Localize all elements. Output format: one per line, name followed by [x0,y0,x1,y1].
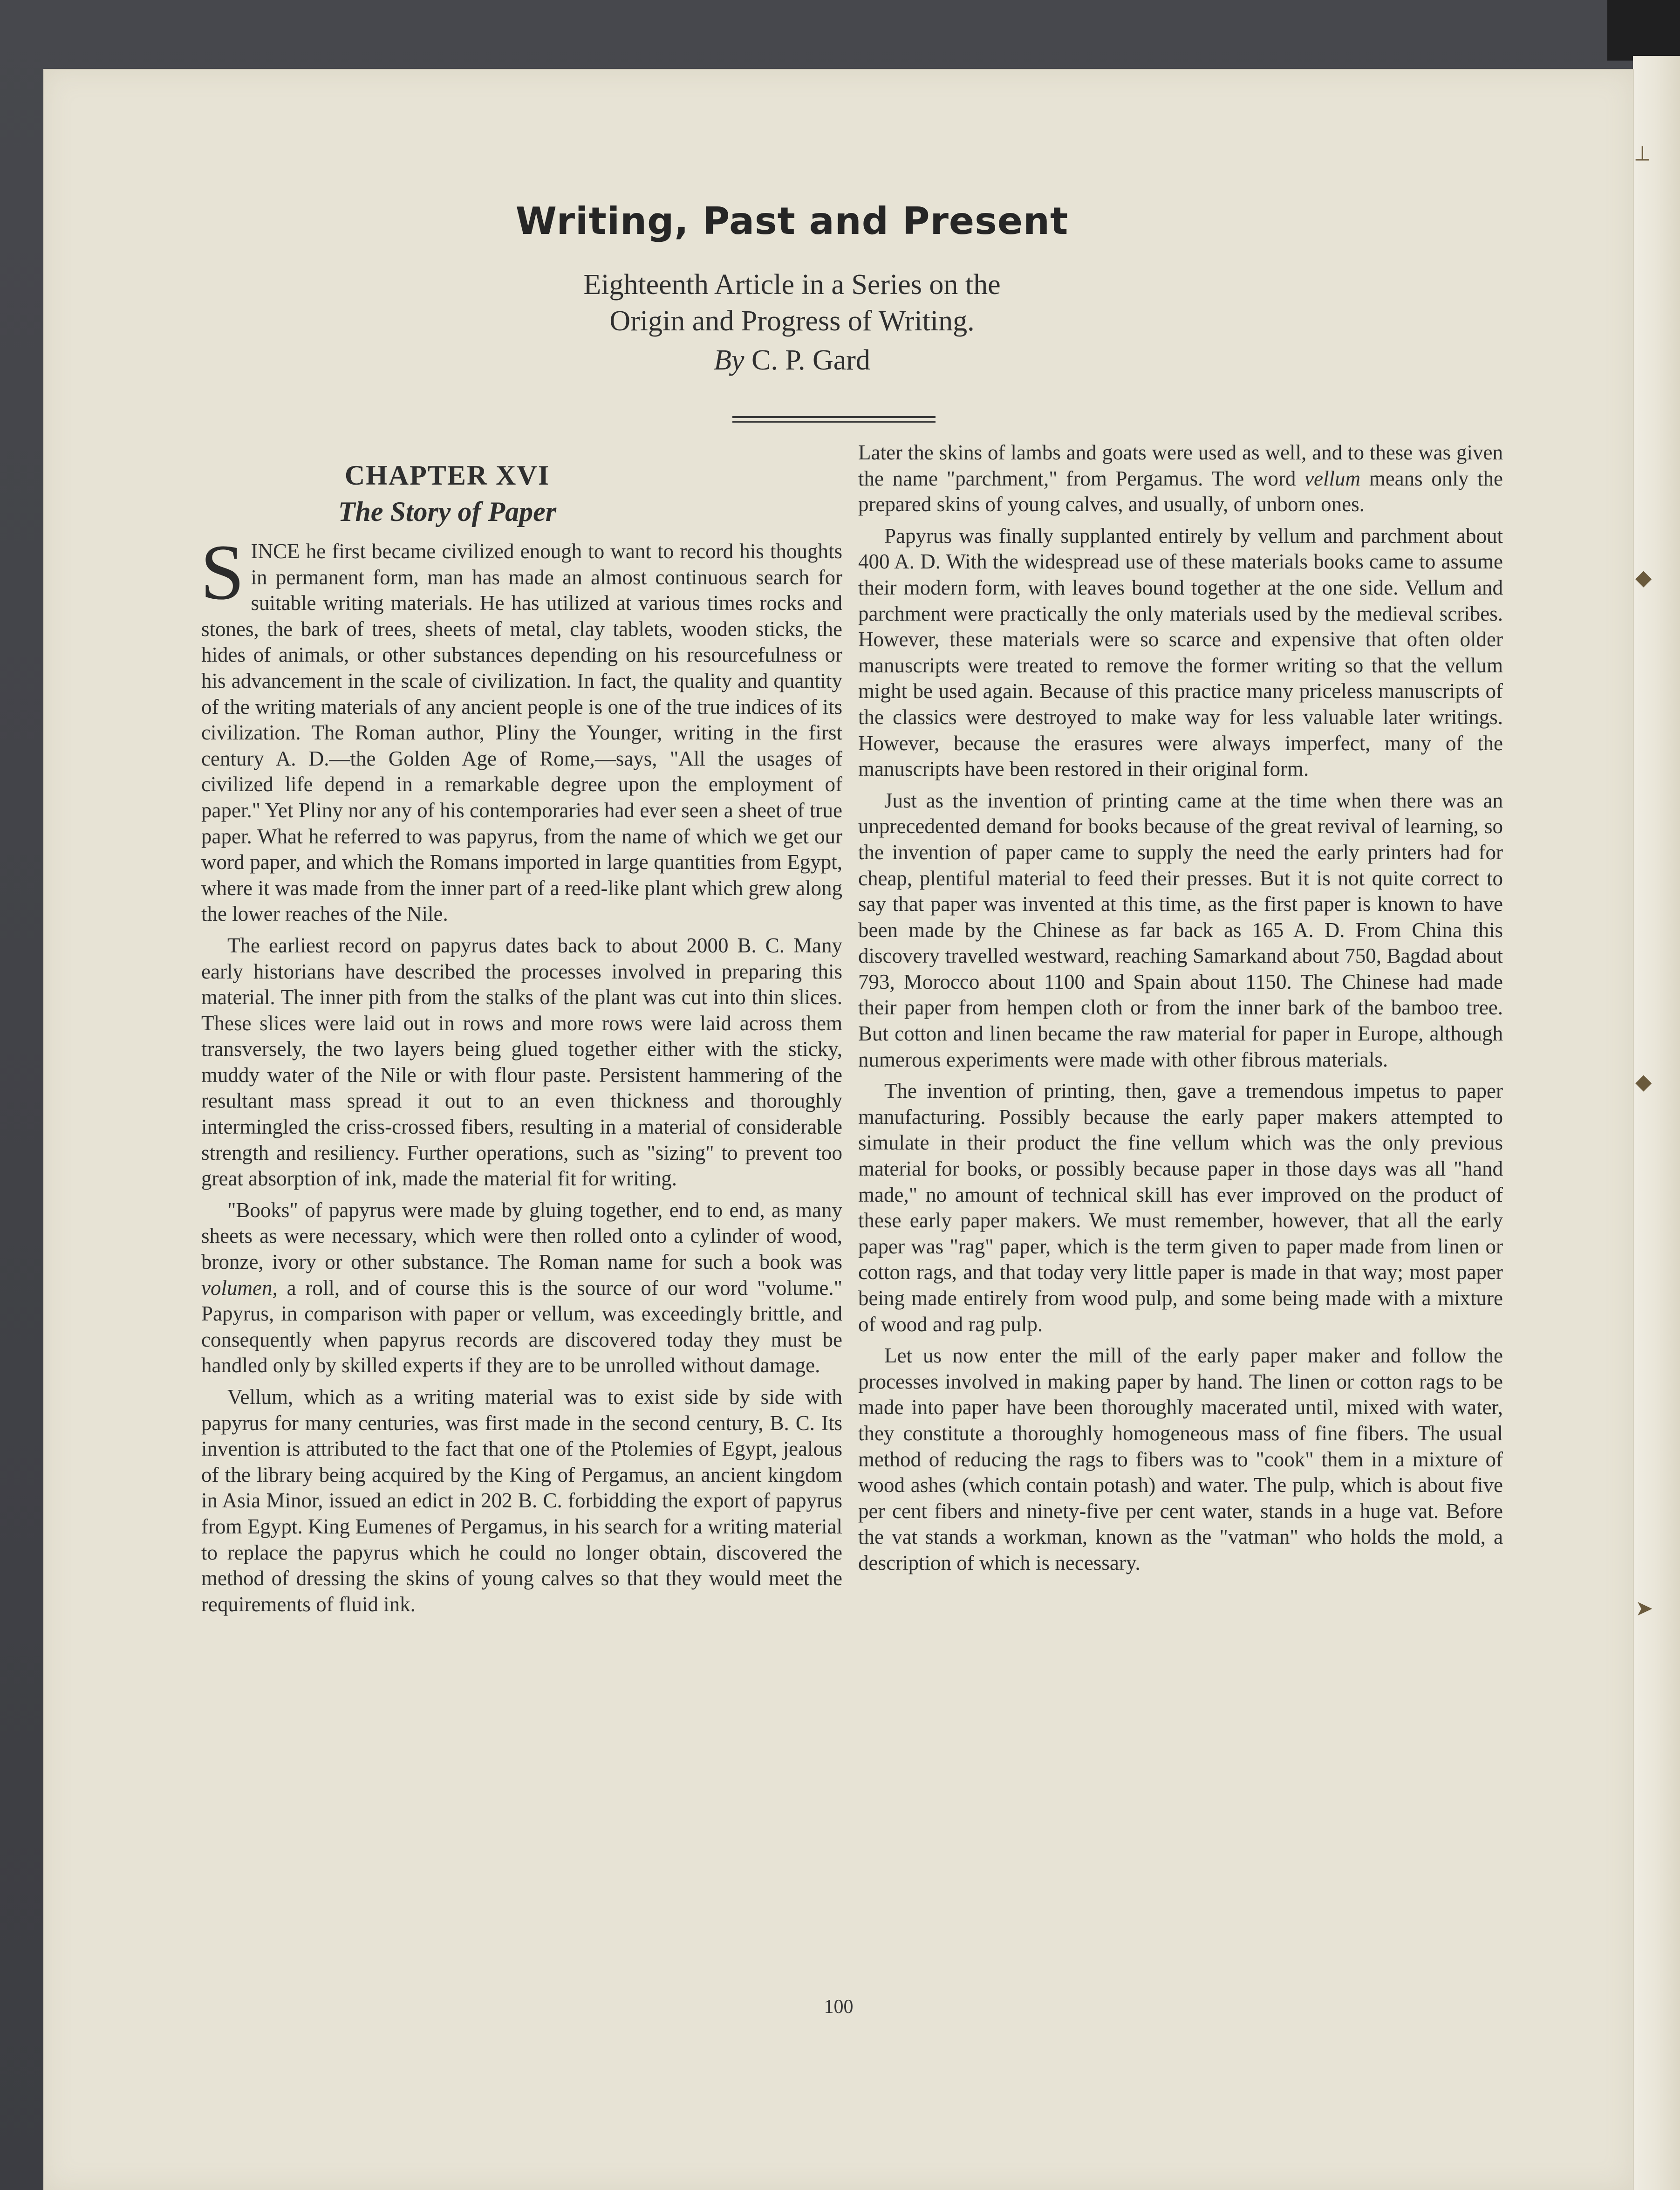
paragraph: Vellum, which as a writing material was to exist side by side with papyrus for many centuries, was first made in the second century, B. C. Its invention is attributed to the fact that one of the Ptolemies of Egypt, jealous of the library being acquired by the King of Pergamus, an ancient kingdom in Asia Minor, issued an edict in 202 B. C. forbidding the export of papyrus from Egypt. King Eumenes of Pergamus, in his search for a writing material to replace the papyrus which he could no longer obtain, discovered the method of dressing the skins of young calves so that they would meet the requirements of fluid ink. [201,1385,842,1616]
paragraph: The earliest record on papyrus dates back to about 2000 B. C. Many early historians have described the processes involved in preparing this material. The inner pith from the stalks of the plant was cut into thin slices. These slices were laid out in rows and more rows were laid across them transversely, the two layers being glued together either with the sticky, muddy water of the Nile or with flour paste. Persistent hammering of the resultant mass spread it out to an even thickness and thoroughly intermingled the criss-crossed fibers, resulting in a material of considerable strength and resiliency. Further operations, such as "sizing" to prevent too great absorption of ink, made the material fit for writing. [201,933,842,1191]
chapter-subtitle: The Story of Paper [338,496,557,527]
page-edge [1633,56,1680,2190]
divider-rule [732,421,936,423]
drop-cap: S [200,528,245,616]
paragraph: Let us now enter the mill of the early paper maker and follow the processes involved in making paper by hand. The linen or cotton rags to be made into paper have been thoroughly macerated until, mixed with water, they constitute a thoroughly homogeneous mass of fine fibers. The usual method of reducing the rags to fibers was to "cook" them in a mixture of wood ashes (which contain potash) and water. The pulp, which is about five per cent fibers and ninety-five per cent water, stands in a huge vat. Before the vat stands a workman, known as the "vatman" who holds the mold, a description of which is necessary. [858,1344,1503,1574]
edge-mark: ⟂ [1635,141,1650,166]
paragraph: Papyrus was finally supplanted entirely by vellum and parchment about 400 A. D. With the widespread use of these materials books came to assume their modern form, with leaves bound together at the one side. Vellum and parchment were practically the only materials used by the medieval scribes. However, these materials were so scarce and expensive that often older manuscripts were treated to remove the former writing so that the vellum might be used again. Because of this practice many priceless manuscripts of the classics were destroyed to make way for less valuable later writings. However, because the erasures were always imperfect, many of the manuscripts have been restored in their original form. [858,524,1503,781]
chapter-heading: CHAPTER XVI [344,460,550,491]
paragraph: "Books" of papyrus were made by gluing together, end to end, as many sheets as were necessary, which were then rolled onto a cylinder of wood, bronze, ivory or other substance. The Roman name for such a book was volumen, a roll, and of course this is the source of our word "volume." Papyrus, in comparison with paper or vellum, was exceedingly brittle, and consequently when papyrus records are discovered today they must be handled only by skilled experts if they are to be unrolled without damage. [201,1198,842,1377]
text-column-left [200,528,842,1623]
author-name: C. P. Gard [751,344,870,376]
page-number: 100 [824,1996,854,2018]
byline-prefix: By [714,344,744,376]
byline [466,344,1118,377]
article-title: Writing, Past and Present [515,199,1069,243]
edge-mark: ➤ [1635,1595,1653,1621]
article-subtitle-line1: Eighteenth Article in a Series on the [583,269,1001,301]
text-column-right [858,440,1503,1582]
paragraph: SINCE he first became civilized enough to want to record his thoughts in permanent form, man has made an almost continuous search for suitable writing materials. He has utilized at various times rocks and stones, the bark of trees, sheets of metal, clay tablets, wooden sticks, the hides of animals, or other substances depending on his resourcefulness or his advancement in the scale of civilization. In fact, the quality and quantity of the writing materials of any ancient people is one of the true indices of its civilization. The Roman author, Pliny the Younger, writing in the first century A. D.—the Golden Age of Rome,—says, "All the usages of civilized life depend in a remarkable degree upon the employment of paper." Yet Pliny nor any of his contemporaries had ever seen a sheet of true paper. What he referred to was papyrus, from the name of which we get our word paper, and which the Romans imported in large quantities from Egypt, where it was made from the inner part of a reed-like plant which grew along the lower reaches of the Nile. [200,528,842,926]
edge-mark: ◆ [1635,1069,1652,1094]
edge-mark: ◆ [1635,565,1652,590]
paragraph: The invention of printing, then, gave a tremendous impetus to paper manufacturing. Possibly because the early paper makers attempted to simulate in their product the fine vellum which was the only previous material for books, or possibly because paper in those days was all "hand made," no amount of technical skill has ever improved on the product of these early paper makers. We must remember, however, that all the early paper was "rag" paper, which is the term given to paper made from linen or cotton rags, and that today very little paper is made in that way; most paper being made entirely from wood pulp, and some being made with a mixture of wood and rag pulp. [858,1079,1503,1336]
article-subtitle-line2: Origin and Progress of Writing. [609,305,975,337]
binding-tab [1607,0,1680,61]
paragraph: Later the skins of lambs and goats were used as well, and to these was given the name "parchment," from Pergamus. The word vellum means only the prepared skins of young calves, and usually, of unborn ones. [858,441,1503,516]
divider-rule [732,416,936,418]
paragraph: Just as the invention of printing came at the time when there was an unprecedented demand for books because of the great revival of learning, so the invention of paper came to supply the need the early printers had for cheap, plentiful material to feed their presses. But it is not quite correct to say that paper was invented at this time, as the first paper is known to have been made by the Chinese as far back as 165 A. D. From China this discovery travelled westward, reaching Samarkand about 750, Bagdad about 793, Morocco about 1100 and Spain about 1150. The Chinese had made their paper from hempen cloth or from the inner bark of the bamboo tree. But cotton and linen became the raw material for paper in Europe, although numerous experiments were made with other fibrous materials. [858,788,1503,1071]
